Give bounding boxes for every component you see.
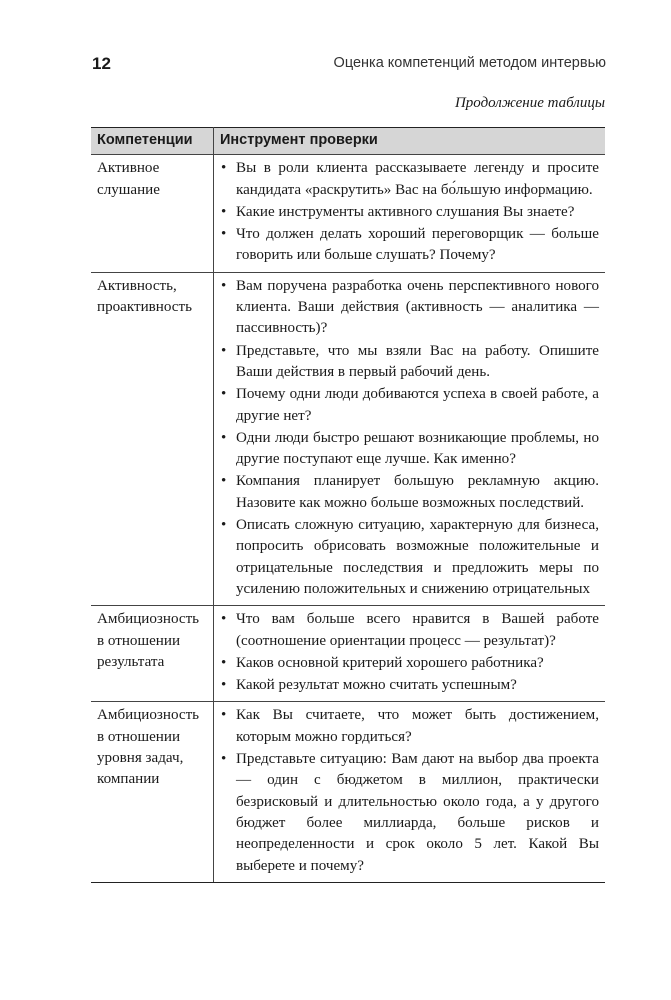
question-item: • Вы в роли клиента рассказываете легенду и просите кандидата «раскрутить» Вас на бо́льшую информацию. <box>220 158 599 201</box>
question-item: • Одни люди быстро решают возникающие проблемы, но другие поступают еще лучше. Как именно? <box>220 428 599 471</box>
competence-cell: Амбициозность в отношении уровня задач, компании <box>91 702 214 882</box>
question-item: • Представьте ситуацию: Вам дают на выбор два проекта — один с бюджетом в миллион, практически безрисковый и длительностью около года, а у другого бюджет более миллиарда, больше рисков и неопределенности и срок около 5 лет. Какой Вы выберете и почему? <box>220 749 599 877</box>
competence-cell: Амбициозность в отношении результата <box>91 606 214 702</box>
table-row <box>91 606 605 702</box>
table-header-row <box>91 128 605 155</box>
column-header-tool: Инструмент проверки <box>214 128 606 155</box>
question-item: • Какой результат можно считать успешным? <box>220 675 599 696</box>
table-continuation-label: Продолжение таблицы <box>454 95 605 111</box>
running-title: Оценка компетенций методом интервью <box>333 55 606 71</box>
competence-cell: Активность, проактивность <box>91 272 214 605</box>
table-row <box>91 702 605 882</box>
competence-table <box>91 127 605 883</box>
tool-cell <box>214 155 606 272</box>
question-item: • Каков основной критерий хорошего работника? <box>220 653 599 674</box>
question-list <box>220 158 599 266</box>
tool-cell <box>214 702 606 882</box>
question-item: • Описать сложную ситуацию, характерную для бизнеса, попросить обрисовать возможные положительные и отрицательные последствия и предложить меры по усилению положительных и снижению отрицательных <box>220 515 599 600</box>
table-row <box>91 155 605 272</box>
question-item: • Компания планирует большую рекламную акцию. Назовите как можно больше возможных последствий. <box>220 471 599 514</box>
table-row <box>91 272 605 605</box>
question-list <box>220 276 599 600</box>
question-item: • Представьте, что мы взяли Вас на работу. Опишите Ваши действия в первый рабочий день. <box>220 341 599 384</box>
question-item: • Какие инструменты активного слушания Вы знаете? <box>220 202 599 223</box>
question-list <box>220 609 599 696</box>
question-item: • Как Вы считаете, что может быть достижением, которым можно гордиться? <box>220 705 599 748</box>
question-item: • Что вам больше всего нравится в Вашей работе (соотношение ориентации процесс — результат)? <box>220 609 599 652</box>
column-header-competence: Компетенции <box>91 128 214 155</box>
question-list <box>220 705 599 876</box>
question-item: • Что должен делать хороший переговорщик — больше говорить или больше слушать? Почему? <box>220 224 599 267</box>
question-item: • Вам поручена разработка очень перспективного нового клиента. Ваши действия (активность — аналитика — пассивность)? <box>220 276 599 340</box>
tool-cell <box>214 272 606 605</box>
competence-cell: Активное слушание <box>91 155 214 272</box>
tool-cell <box>214 606 606 702</box>
page-number: 12 <box>92 54 111 73</box>
question-item: • Почему одни люди добиваются успеха в своей работе, а другие нет? <box>220 384 599 427</box>
